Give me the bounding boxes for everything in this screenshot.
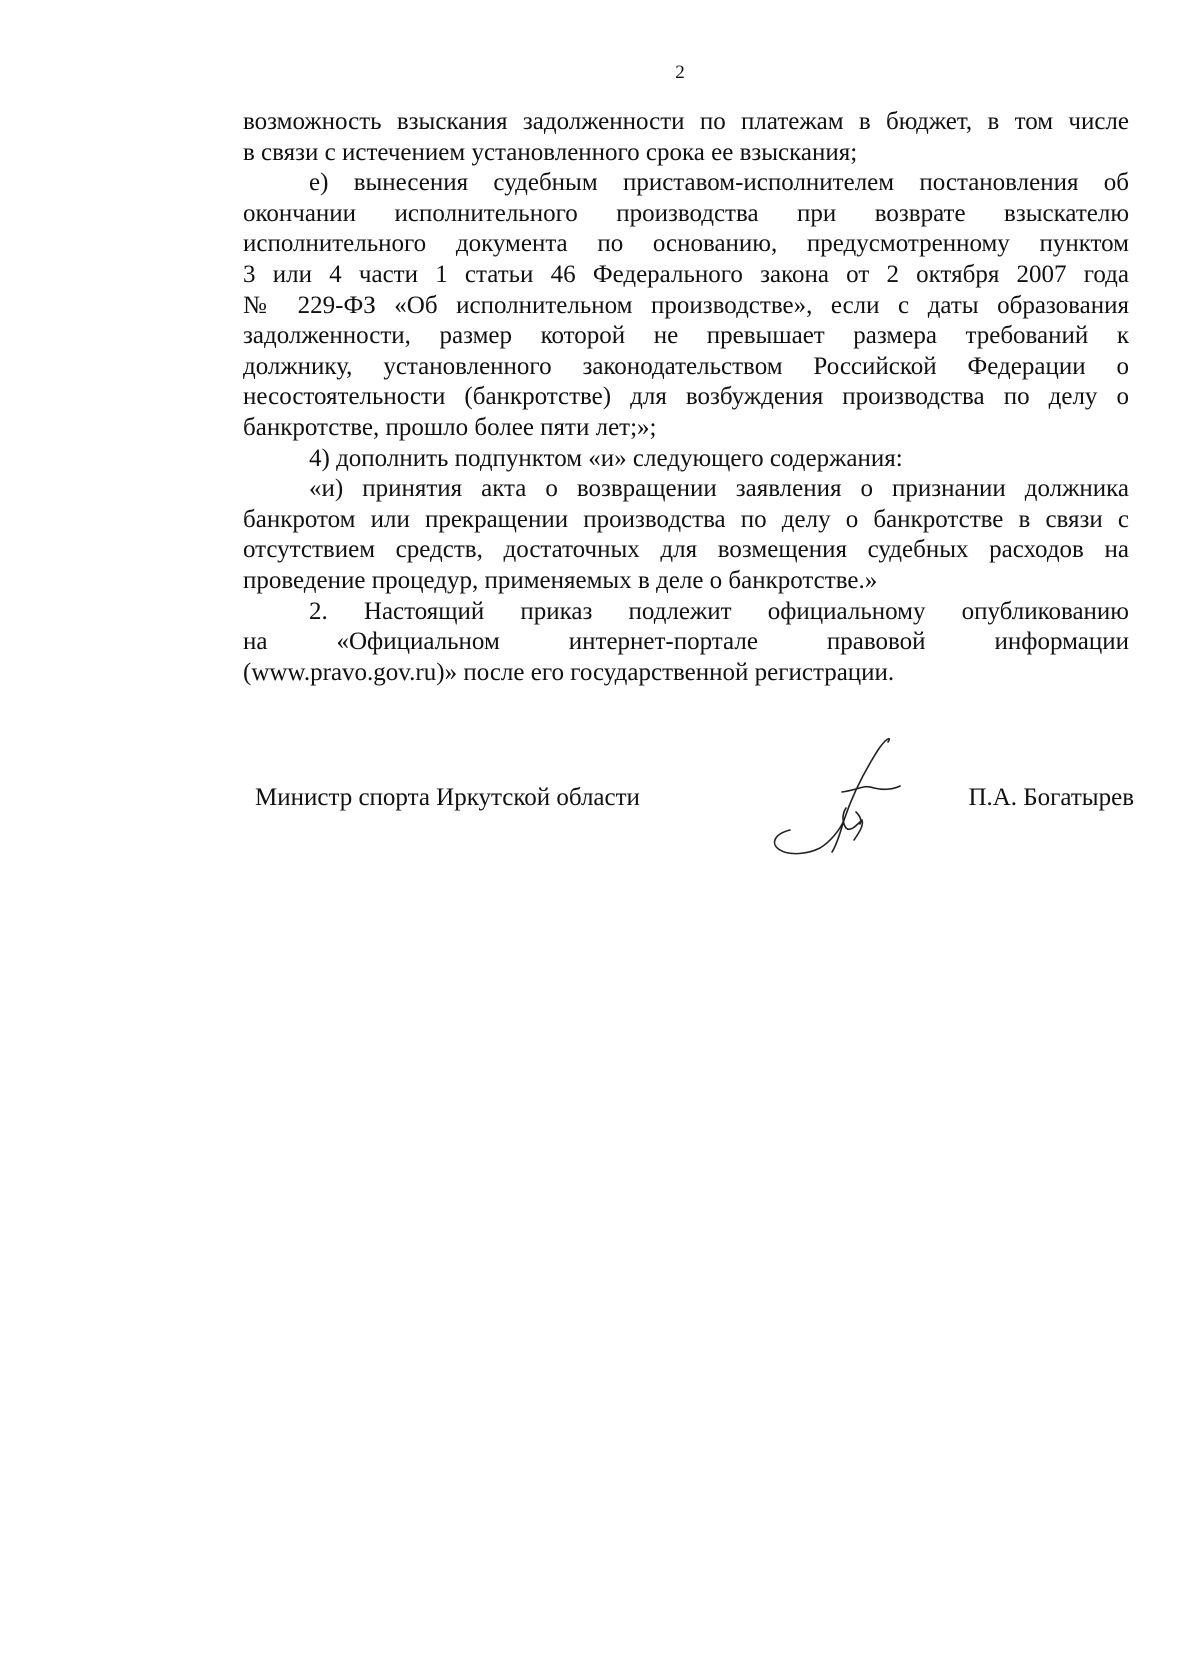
text-line: банкротом или прекращении производства по делу о банкротстве в связи с — [243, 505, 1129, 533]
text-line: отсутствием средств, достаточных для возмещения судебных расходов на — [243, 536, 1129, 564]
text-line: «и) принятия акта о возвращении заявления о признании должника — [309, 475, 1129, 503]
text-line: на «Официальном интернет-портале правовой информации — [243, 628, 1129, 656]
text-line: № 229-ФЗ «Об исполнительном производстве», если с даты образования — [243, 291, 1129, 319]
signature-block — [0, 774, 1200, 874]
text-line: задолженности, размер которой не превышает размера требований к — [243, 322, 1129, 350]
text-line: должнику, установленного законодательством Российской Федерации о — [243, 352, 1129, 380]
document-body — [243, 107, 1129, 688]
text-line: возможность взыскания задолженности по платежам в бюджет, в том числе — [243, 108, 1129, 135]
text-line: окончании исполнительного производства при возврате взыскателю — [243, 199, 1129, 227]
signatory-position: Министр спорта Иркутской области — [255, 784, 640, 811]
text-line: исполнительного документа по основанию, предусмотренному пунктом — [243, 230, 1129, 258]
text-line: (www.pravo.gov.ru)» после его государственной регистрации. — [243, 658, 895, 686]
text-line: 2. Настоящий приказ подлежит официальному опубликованию — [309, 597, 1129, 625]
page-number: 2 — [675, 62, 685, 83]
text-line: проведение процедур, применяемых в деле о банкротстве.» — [243, 566, 878, 594]
text-line: несостоятельности (банкротстве) для возбуждения производства по делу о — [243, 383, 1129, 411]
text-line: 3 или 4 части 1 статьи 46 Федерального закона от 2 октября 2007 года — [243, 260, 1129, 288]
handwritten-signature — [760, 734, 910, 864]
text-line: е) вынесения судебным приставом-исполнителем постановления об — [309, 169, 1129, 197]
text-line: в связи с истечением установленного срока ее взыскания; — [243, 138, 858, 166]
signatory-name: П.А. Богатырев — [968, 784, 1134, 811]
text-line: 4) дополнить подпунктом «и» следующего содержания: — [309, 444, 903, 472]
text-line: банкротстве, прошло более пяти лет;»; — [243, 413, 657, 441]
